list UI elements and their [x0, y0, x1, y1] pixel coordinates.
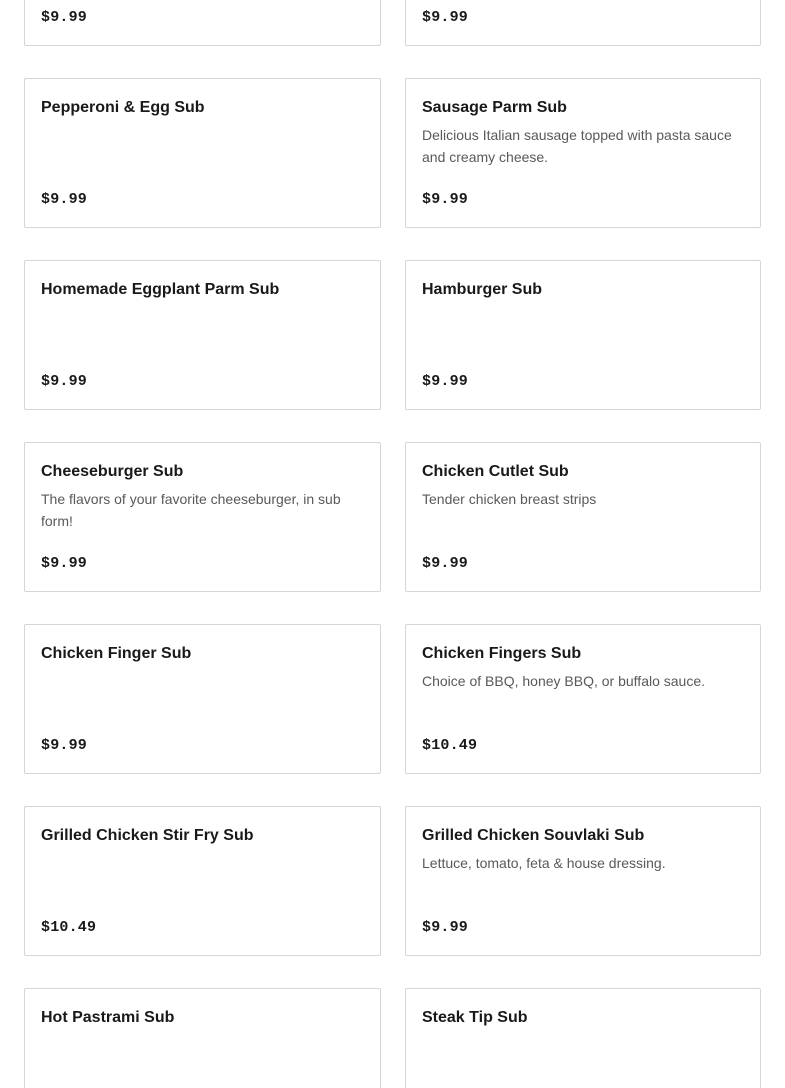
- menu-item-card[interactable]: [405, 442, 761, 592]
- menu-item-description: Lettuce, tomato, feta & house dressing.: [422, 855, 666, 871]
- menu-item-card[interactable]: [24, 624, 381, 774]
- menu-item-card[interactable]: [24, 988, 381, 1088]
- menu-item-card[interactable]: [24, 806, 381, 956]
- menu-item-name: Homemade Eggplant Parm Sub: [41, 281, 280, 298]
- menu-item-price: $9.99: [41, 555, 88, 572]
- menu-item-price: $9.99: [41, 737, 88, 754]
- menu-item-grid: [24, 0, 761, 1088]
- menu-item-name: Pepperoni & Egg Sub: [41, 99, 205, 116]
- menu-item-name: Grilled Chicken Stir Fry Sub: [41, 827, 254, 844]
- menu-item-name: Hot Pastrami Sub: [41, 1009, 175, 1026]
- menu-item-price: $9.99: [422, 555, 469, 572]
- menu-item-card[interactable]: [24, 78, 381, 228]
- menu-item-price: $9.99: [422, 919, 469, 936]
- menu-item-name: Chicken Finger Sub: [41, 645, 192, 662]
- menu-item-description: The flavors of your favorite cheeseburger, in sub form!: [41, 491, 341, 529]
- menu-item-card[interactable]: [24, 260, 381, 410]
- menu-item-card[interactable]: [24, 442, 381, 592]
- menu-item-price: $9.99: [41, 9, 88, 26]
- menu-item-description: Tender chicken breast strips: [422, 491, 597, 507]
- menu-item-card[interactable]: [24, 0, 381, 46]
- menu-item-description: Delicious Italian sausage topped with pasta sauce and creamy cheese.: [422, 127, 732, 165]
- menu-item-name: Cheeseburger Sub: [41, 463, 184, 480]
- menu-item-name: Hamburger Sub: [422, 281, 543, 298]
- menu-item-name: Sausage Parm Sub: [422, 99, 567, 116]
- menu-item-price: $9.99: [422, 9, 469, 26]
- menu-item-card[interactable]: [405, 78, 761, 228]
- menu-item-name: Steak Tip Sub: [422, 1009, 528, 1026]
- menu-item-price: $9.99: [41, 373, 88, 390]
- menu-item-price: $9.99: [41, 191, 88, 208]
- menu-item-description: Choice of BBQ, honey BBQ, or buffalo sauce.: [422, 673, 706, 689]
- menu-item-card[interactable]: [405, 806, 761, 956]
- menu-item-card[interactable]: [405, 988, 761, 1088]
- menu-item-price: $10.49: [422, 737, 478, 754]
- menu-item-name: Chicken Fingers Sub: [422, 645, 582, 662]
- menu-item-price: $9.99: [422, 373, 469, 390]
- menu-item-card[interactable]: [405, 260, 761, 410]
- menu-item-price: $10.49: [41, 919, 97, 936]
- menu-item-card[interactable]: [405, 624, 761, 774]
- menu-item-price: $9.99: [422, 191, 469, 208]
- menu-item-name: Chicken Cutlet Sub: [422, 463, 569, 480]
- menu-item-name: Grilled Chicken Souvlaki Sub: [422, 827, 645, 844]
- menu-item-card[interactable]: [405, 0, 761, 46]
